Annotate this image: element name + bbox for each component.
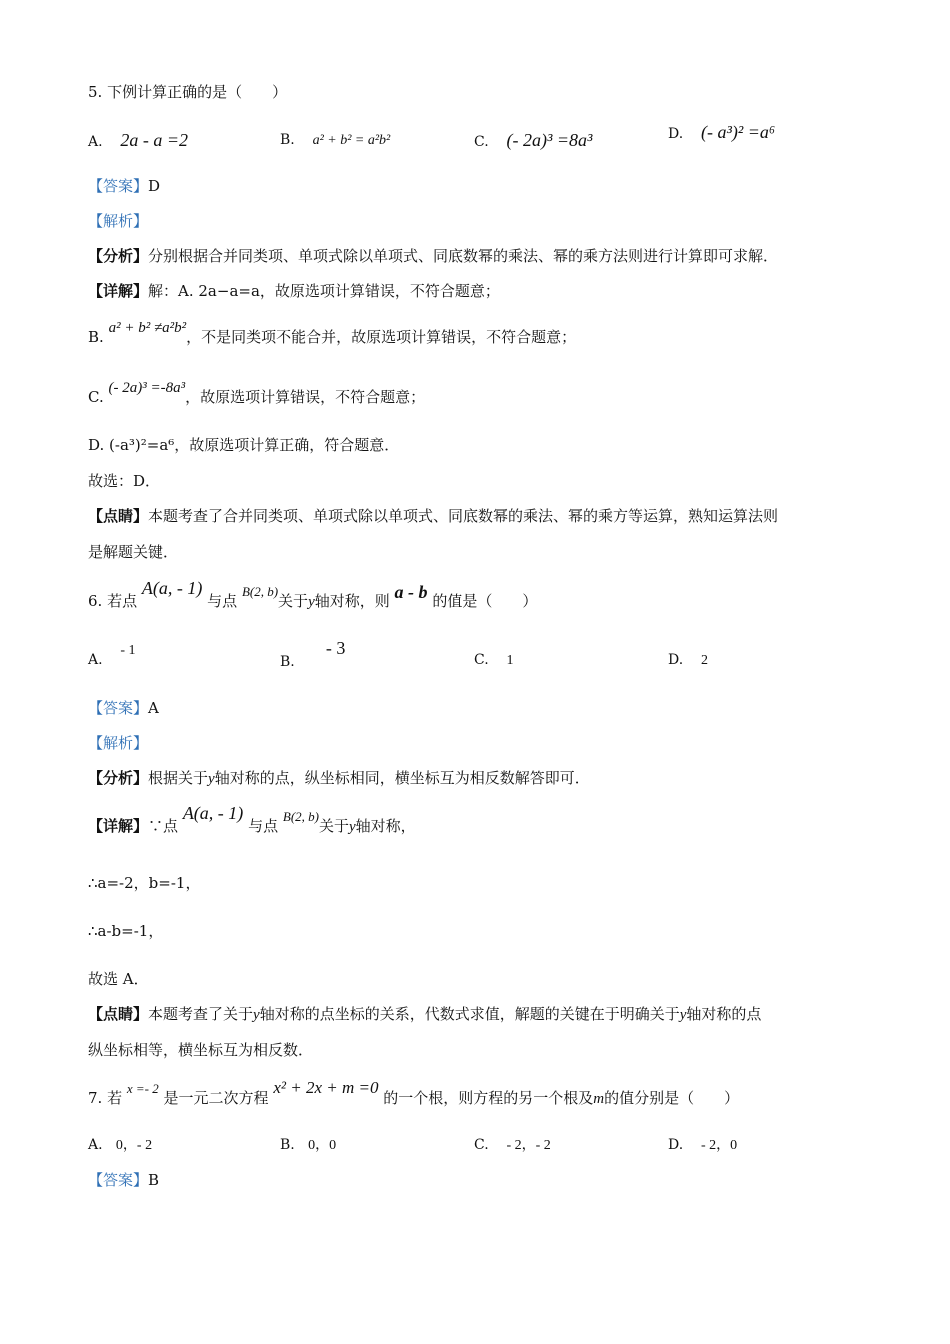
q6-dianjing-1: 【点睛】本题考查了关于y轴对称的点坐标的关系，代数式求值，解题的关键在于明确关于y轴对称的点 bbox=[88, 1005, 762, 1023]
q5-xiangjie-c: C. (- 2a)³ =-8a³，故原选项计算错误，不符合题意； bbox=[88, 380, 426, 406]
q5-analysis-heading bbox=[88, 211, 148, 231]
q6-expr: a - b bbox=[394, 582, 428, 602]
q5-conclusion: 故选：D． bbox=[88, 472, 161, 490]
q7-option-c: C. - 2，- 2 bbox=[474, 1137, 551, 1153]
q6-answer: 【答案】A bbox=[88, 699, 159, 717]
q5-stem: 5. 下例计算正确的是（ ） bbox=[88, 83, 288, 101]
q6-point-b: B(2, b) bbox=[241, 584, 279, 599]
q5-option-b: B. a² + b² = a²b² bbox=[280, 132, 391, 148]
q5-xiangjie-d: D. (-a³)²=a⁶，故原选项计算正确，符合题意． bbox=[88, 436, 400, 454]
q6-option-d: D. 2 bbox=[668, 652, 708, 668]
q5-dianjing-1: 【点睛】本题考查了合并同类项、单项式除以单项式、同底数幂的乘法、幂的乘方等运算，熟知运算法则 bbox=[88, 507, 779, 525]
q6-option-c: C. 1 bbox=[474, 652, 514, 668]
q7-stem: 7. 若 x =- 2 是一元二次方程 x² + 2x + m =0 的一个根，则方程的另一个根及m的值分别是（ ） bbox=[88, 1078, 740, 1107]
q5-xiangjie-a: 【详解】解：A. 2a−a=a，故原选项计算错误，不符合题意； bbox=[88, 282, 500, 300]
q7-option-b: B. 0，0 bbox=[280, 1137, 337, 1153]
q5-option-b-math: a² + b² = a²b² bbox=[312, 133, 391, 148]
q7-answer: 【答案】B bbox=[88, 1171, 160, 1189]
answer-tag: 【答案】 bbox=[88, 177, 149, 195]
q6-xiangjie: 【详解】∵点 A(a, - 1) 与点 B(2, b)关于y轴对称， bbox=[88, 803, 416, 835]
q6-step-1: ∴a=-2，b=-1， bbox=[88, 874, 201, 892]
q6-option-a: A. - 1 bbox=[88, 643, 136, 668]
q5-answer: 【答案】D bbox=[88, 177, 161, 195]
q5-dianjing-2: 是解题关键． bbox=[88, 543, 179, 561]
q6-conclusion: 故选 A． bbox=[88, 970, 149, 988]
answer-tag: 【答案】 bbox=[88, 1171, 149, 1189]
q5-xiangjie-b: B. a² + b² ≠a²b²，不是同类项不能合并，故原选项计算错误，不符合题意； bbox=[88, 320, 577, 346]
analysis-tag: 【解析】 bbox=[88, 734, 149, 752]
analysis-tag: 【解析】 bbox=[88, 212, 149, 230]
q6-step-2: ∴a-b=-1， bbox=[88, 922, 164, 940]
q6-point-a: A(a, - 1) bbox=[141, 578, 203, 598]
q5-option-a: A. 2a - a =2 bbox=[88, 130, 189, 150]
q5-option-c: C. (- 2a)³ =8a³ bbox=[474, 130, 593, 150]
q5-option-d-math: (- a³)² =a⁶ bbox=[701, 122, 776, 142]
q5-option-d: D. (- a³)² =a⁶ bbox=[668, 122, 776, 142]
q6-dianjing-2: 纵坐标相等，横坐标互为相反数． bbox=[88, 1041, 314, 1059]
q6-stem: 6. 若点 A(a, - 1) 与点 B(2, b)关于y轴对称，则 a - b 的值是（ ） bbox=[88, 578, 538, 610]
q5-option-c-math: (- 2a)³ =8a³ bbox=[506, 130, 593, 150]
q7-equation: x² + 2x + m =0 bbox=[273, 1078, 379, 1097]
q7-option-d: D. - 2，0 bbox=[668, 1137, 738, 1153]
q7-option-a: A. 0，- 2 bbox=[88, 1137, 153, 1153]
q7-root: x =- 2 bbox=[126, 1081, 159, 1096]
q5-fenxi: 【分析】分别根据合并同类项、单项式除以单项式、同底数幂的乘法、幂的乘方法则进行计算即可求解． bbox=[88, 247, 779, 265]
q6-fenxi: 【分析】根据关于y轴对称的点，纵坐标相同，横坐标互为相反数解答即可． bbox=[88, 769, 590, 787]
q6-analysis-heading bbox=[88, 733, 148, 753]
q6-option-b: B. - 3 bbox=[280, 638, 346, 670]
q5-option-a-math: 2a - a =2 bbox=[120, 130, 189, 150]
answer-tag: 【答案】 bbox=[88, 699, 149, 717]
